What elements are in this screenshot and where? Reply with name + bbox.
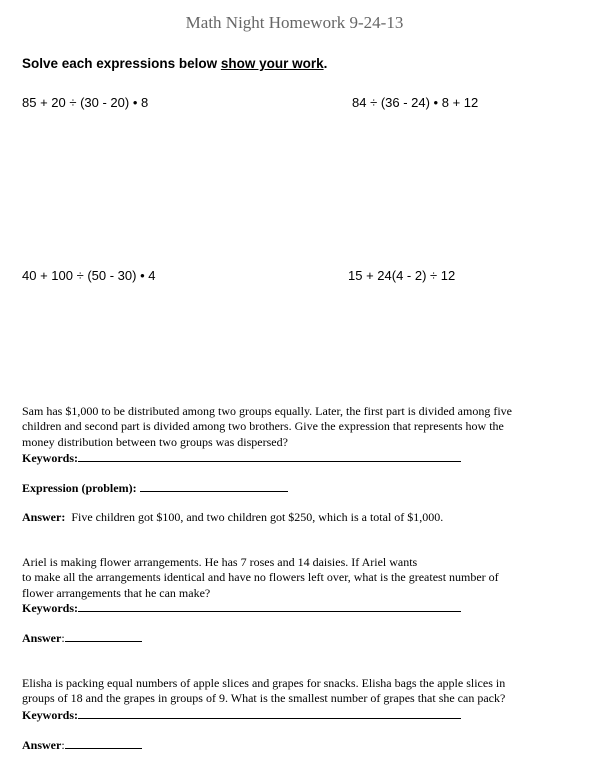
- problem-2-line: flower arrangements that he can make?: [22, 585, 211, 600]
- problem-2-line: Ariel is making flower arrangements. He has 7 roses and 14 daisies. If Ariel wants: [22, 555, 418, 569]
- page-title: Math Night Homework 9-24-13: [185, 13, 404, 32]
- expression-1: 85 + 20 ÷ (30 - 20) • 8: [22, 95, 149, 110]
- problem-1-keywords: Keywords:: [22, 450, 461, 466]
- problem-3-answer: Answer:: [22, 737, 142, 753]
- keywords-label: Keywords: [22, 451, 74, 465]
- answer-blank[interactable]: [65, 737, 142, 749]
- expression-3: 40 + 100 ÷ (50 - 30) • 4: [22, 268, 156, 283]
- expression-label: Expression (problem): [22, 481, 133, 495]
- keywords-blank[interactable]: [78, 600, 461, 612]
- keywords-label: Keywords: [22, 601, 74, 615]
- problem-2-text: [22, 555, 567, 601]
- expression-blank[interactable]: [140, 480, 288, 492]
- answer-text: Five children got $100, and two children got $250, which is a total of $1,000.: [71, 510, 444, 524]
- problem-3-text: [22, 676, 567, 707]
- instructions-suffix: .: [323, 56, 328, 71]
- problem-1-answer: [22, 510, 443, 525]
- problem-3-line: Elisha is packing equal numbers of apple slices and grapes for snacks. Elisha bags the apple slices in: [22, 676, 506, 690]
- problem-1-text: [22, 404, 567, 450]
- problem-1-line: children and second part is divided among two brothers. Give the expression that represents how the: [22, 419, 504, 434]
- answer-label: Answer: [22, 738, 62, 752]
- problem-2-line: to make all the arrangements identical and have no flowers left over, what is the greatest number of: [22, 570, 499, 585]
- problem-1-line: money distribution between two groups was dispersed?: [22, 434, 288, 449]
- problem-3-keywords: Keywords:: [22, 707, 461, 723]
- problem-3-line: groups of 18 and the grapes in groups of 9. What is the smallest number of grapes that she can pack?: [22, 691, 506, 706]
- answer-label: Answer: [22, 631, 62, 645]
- problem-1-line: Sam has $1,000 to be distributed among two groups equally. Later, the first part is divided among five: [22, 404, 512, 418]
- problem-2-answer: Answer:: [22, 630, 142, 646]
- instructions: [22, 56, 327, 71]
- keywords-label: Keywords: [22, 708, 74, 722]
- problem-2-keywords: Keywords:: [22, 600, 461, 616]
- instructions-prefix: Solve each expressions below: [22, 56, 221, 71]
- answer-label: Answer:: [22, 510, 66, 524]
- problem-1-expression: Expression (problem):: [22, 480, 288, 496]
- answer-blank[interactable]: [65, 630, 142, 642]
- expression-2: 84 ÷ (36 - 24) • 8 + 12: [352, 95, 479, 110]
- expression-4: 15 + 24(4 - 2) ÷ 12: [348, 268, 456, 283]
- keywords-blank[interactable]: [78, 450, 461, 462]
- keywords-blank[interactable]: [78, 707, 461, 719]
- instructions-underlined: show your work: [220, 56, 324, 71]
